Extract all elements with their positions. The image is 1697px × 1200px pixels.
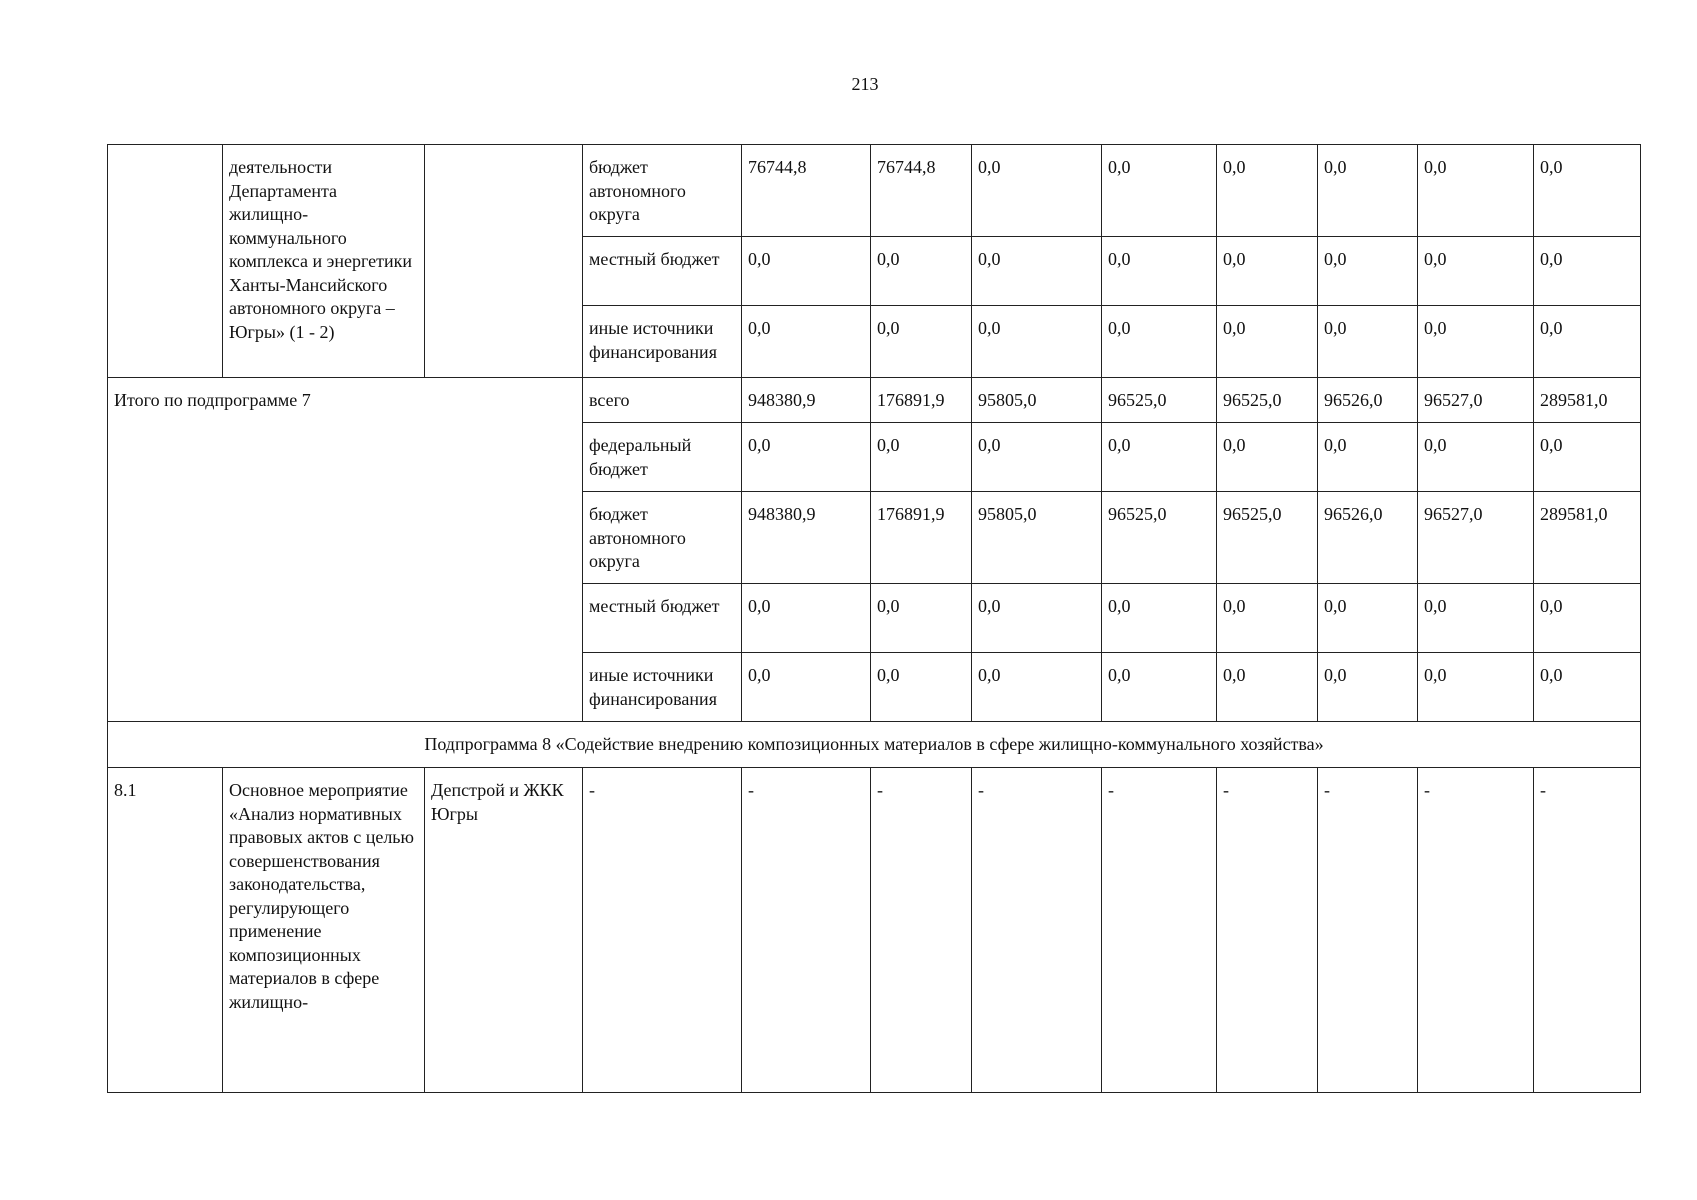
value-cell: - bbox=[1418, 768, 1534, 1093]
value-cell: 948380,9 bbox=[742, 492, 871, 584]
value-cell: 0,0 bbox=[1318, 423, 1418, 492]
value-cell: - bbox=[742, 768, 871, 1093]
value-cell: 176891,9 bbox=[871, 492, 972, 584]
value-cell: 0,0 bbox=[871, 423, 972, 492]
value-cell: 0,0 bbox=[1217, 423, 1318, 492]
value-cell: 96525,0 bbox=[1102, 378, 1217, 423]
value-cell: - bbox=[1102, 768, 1217, 1093]
funding-source-cell: федеральный бюджет bbox=[583, 423, 742, 492]
value-cell: 0,0 bbox=[1418, 306, 1534, 378]
value-cell: 0,0 bbox=[972, 237, 1102, 306]
value-cell: 0,0 bbox=[871, 653, 972, 722]
funding-source-cell: иные источники финансирования bbox=[583, 653, 742, 722]
value-cell: 0,0 bbox=[1418, 423, 1534, 492]
value-cell: 0,0 bbox=[1318, 584, 1418, 653]
value-cell: 0,0 bbox=[1217, 237, 1318, 306]
value-cell: 96525,0 bbox=[1217, 492, 1318, 584]
value-cell: 0,0 bbox=[972, 306, 1102, 378]
value-cell: 0,0 bbox=[1217, 145, 1318, 237]
value-cell: 96527,0 bbox=[1418, 378, 1534, 423]
page-number: 213 bbox=[851, 74, 879, 94]
value-cell: 96526,0 bbox=[1318, 378, 1418, 423]
value-cell: 0,0 bbox=[1318, 653, 1418, 722]
value-cell: 0,0 bbox=[1217, 584, 1318, 653]
value-cell: 0,0 bbox=[742, 423, 871, 492]
value-cell: 96527,0 bbox=[1418, 492, 1534, 584]
total-label-cell: Итого по подпрограмме 7 bbox=[108, 378, 583, 722]
funding-source-cell: местный бюджет bbox=[583, 584, 742, 653]
value-cell: - bbox=[1217, 768, 1318, 1093]
value-cell: 0,0 bbox=[1418, 145, 1534, 237]
value-cell: 289581,0 bbox=[1534, 378, 1641, 423]
table-row bbox=[108, 722, 1641, 768]
table-row bbox=[108, 768, 1641, 1093]
value-cell: 0,0 bbox=[1217, 306, 1318, 378]
value-cell: 96525,0 bbox=[1217, 378, 1318, 423]
measure-number-cell: 8.1 bbox=[108, 768, 223, 1093]
value-cell: 96525,0 bbox=[1102, 492, 1217, 584]
value-cell: 0,0 bbox=[972, 653, 1102, 722]
funding-source-cell: иные источники финансирования bbox=[583, 306, 742, 378]
value-cell: - bbox=[871, 768, 972, 1093]
value-cell: 948380,9 bbox=[742, 378, 871, 423]
value-cell: 76744,8 bbox=[871, 145, 972, 237]
value-cell: 0,0 bbox=[1418, 584, 1534, 653]
measure-number-cell bbox=[108, 145, 223, 378]
value-cell: 95805,0 bbox=[972, 378, 1102, 423]
value-cell: 0,0 bbox=[1318, 237, 1418, 306]
value-cell: 0,0 bbox=[1534, 237, 1641, 306]
value-cell: 0,0 bbox=[742, 306, 871, 378]
value-cell: 0,0 bbox=[871, 237, 972, 306]
value-cell: 76744,8 bbox=[742, 145, 871, 237]
value-cell: 0,0 bbox=[1534, 584, 1641, 653]
value-cell: 0,0 bbox=[1418, 653, 1534, 722]
value-cell: 0,0 bbox=[742, 237, 871, 306]
value-cell: 0,0 bbox=[871, 306, 972, 378]
value-cell: 0,0 bbox=[1217, 653, 1318, 722]
value-cell: 0,0 bbox=[1102, 584, 1217, 653]
value-cell: 0,0 bbox=[1102, 237, 1217, 306]
funding-source-cell: местный бюджет bbox=[583, 237, 742, 306]
value-cell: 0,0 bbox=[972, 145, 1102, 237]
value-cell: 0,0 bbox=[972, 584, 1102, 653]
value-cell: 0,0 bbox=[1418, 237, 1534, 306]
measure-name-cell: Основное мероприятие «Анализ нормативных правовых актов с целью совершенствования законодательства, регулирующего применение композиционных материалов в сфере жилищно- bbox=[223, 768, 425, 1093]
value-cell: 176891,9 bbox=[871, 378, 972, 423]
funding-source-cell: бюджет автономного округа bbox=[583, 492, 742, 584]
value-cell: - bbox=[972, 768, 1102, 1093]
value-cell: 0,0 bbox=[1534, 306, 1641, 378]
value-cell: 96526,0 bbox=[1318, 492, 1418, 584]
value-cell: - bbox=[1534, 768, 1641, 1093]
value-cell: 0,0 bbox=[1102, 653, 1217, 722]
executor-cell: Депстрой и ЖКК Югры bbox=[425, 768, 583, 1093]
value-cell: 0,0 bbox=[1318, 145, 1418, 237]
subprogram-header: Подпрограмма 8 «Содействие внедрению композиционных материалов в сфере жилищно-коммунального хозяйства» bbox=[108, 722, 1641, 768]
table-row bbox=[108, 378, 1641, 423]
value-cell: 0,0 bbox=[1534, 653, 1641, 722]
executor-cell bbox=[425, 145, 583, 378]
value-cell: 0,0 bbox=[1102, 145, 1217, 237]
table-row bbox=[108, 145, 1641, 237]
value-cell: 0,0 bbox=[742, 584, 871, 653]
value-cell: 0,0 bbox=[742, 653, 871, 722]
funding-source-cell: бюджет автономного округа bbox=[583, 145, 742, 237]
value-cell: 0,0 bbox=[1102, 306, 1217, 378]
value-cell: 0,0 bbox=[972, 423, 1102, 492]
funding-source-cell: - bbox=[583, 768, 742, 1093]
value-cell: 0,0 bbox=[1102, 423, 1217, 492]
value-cell: 0,0 bbox=[1534, 423, 1641, 492]
value-cell: 0,0 bbox=[1318, 306, 1418, 378]
value-cell: 0,0 bbox=[1534, 145, 1641, 237]
value-cell: 289581,0 bbox=[1534, 492, 1641, 584]
value-cell: 95805,0 bbox=[972, 492, 1102, 584]
value-cell: - bbox=[1318, 768, 1418, 1093]
budget-table bbox=[107, 144, 1641, 1093]
value-cell: 0,0 bbox=[871, 584, 972, 653]
measure-name-cell: деятельности Департамента жилищно-коммунального комплекса и энергетики Ханты-Мансийского автономного округа – Югры» (1 - 2) bbox=[223, 145, 425, 378]
funding-source-cell: всего bbox=[583, 378, 742, 423]
